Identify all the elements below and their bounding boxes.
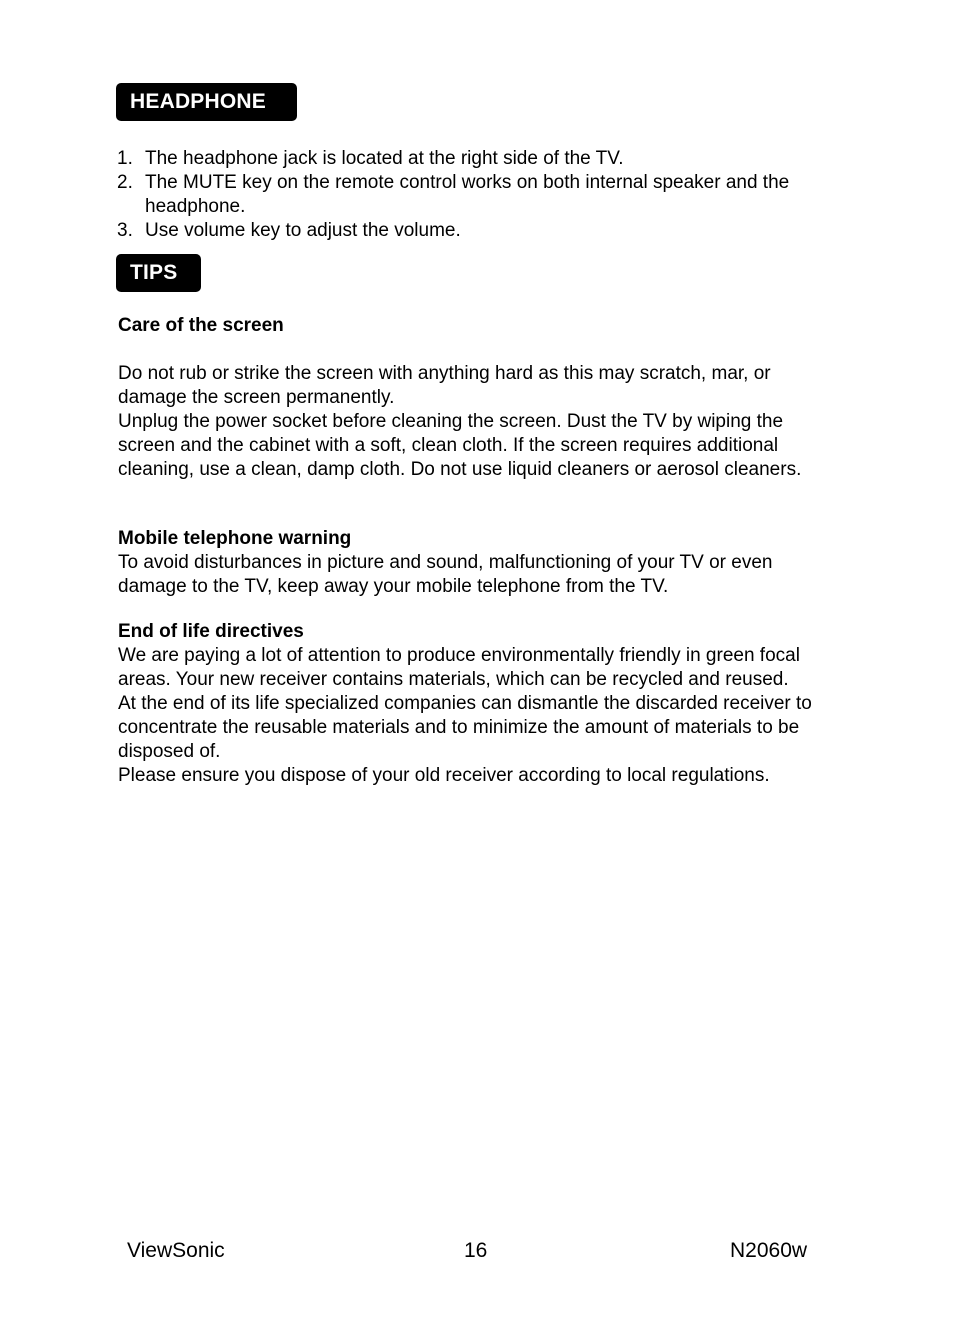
headphone-section-badge: HEADPHONE <box>116 83 297 121</box>
footer-model: N2060w <box>730 1239 808 1262</box>
care-paragraph-2: Unplug the power socket before cleaning the screen. Dust the TV by wiping the screen and the cabinet with a soft, clean cloth. If the screen requires additional cleaning, use a clean, damp cloth. Do not use liquid cleaners or aerosol cleaners. <box>118 411 802 480</box>
tips-section-badge: TIPS <box>116 254 201 292</box>
care-paragraph-1: Do not rub or strike the screen with anything hard as this may scratch, mar, or damage the screen permanently. <box>118 363 771 408</box>
footer-page-number: 16 <box>464 1239 488 1262</box>
list-item-text: The headphone jack is located at the right side of the TV. <box>145 148 624 169</box>
mobile-paragraph-1: To avoid disturbances in picture and sound, malfunctioning of your TV or even damage to the TV, keep away your mobile telephone from the TV. <box>118 552 773 597</box>
care-heading: Care of the screen <box>118 315 284 336</box>
list-item-number: 1. <box>117 148 133 169</box>
list-item-number: 2. <box>117 172 133 193</box>
eol-paragraph-1: We are paying a lot of attention to produce environmentally friendly in green focal areas. Your new receiver contains materials, which can be recycled and reused. <box>118 645 800 690</box>
footer-brand: ViewSonic <box>127 1239 225 1262</box>
headphone-list <box>117 147 837 243</box>
spacer <box>118 338 838 362</box>
mobile-warning-section <box>118 527 838 599</box>
list-item-text: The MUTE key on the remote control works on both internal speaker and the headphone. <box>145 172 790 217</box>
list-item <box>117 147 837 171</box>
mobile-heading: Mobile telephone warning <box>118 528 352 549</box>
end-of-life-section <box>118 620 838 788</box>
eol-paragraph-2: At the end of its life specialized companies can dismantle the discarded receiver to concentrate the reusable materials and to minimize the amount of materials to be disposed of. <box>118 693 812 762</box>
list-item <box>117 171 837 219</box>
eol-heading: End of life directives <box>118 621 304 642</box>
care-of-screen-section <box>118 314 838 482</box>
list-item-number: 3. <box>117 220 133 241</box>
list-item <box>117 219 837 243</box>
list-item-text: Use volume key to adjust the volume. <box>145 220 461 241</box>
eol-paragraph-3: Please ensure you dispose of your old receiver according to local regulations. <box>118 765 770 786</box>
